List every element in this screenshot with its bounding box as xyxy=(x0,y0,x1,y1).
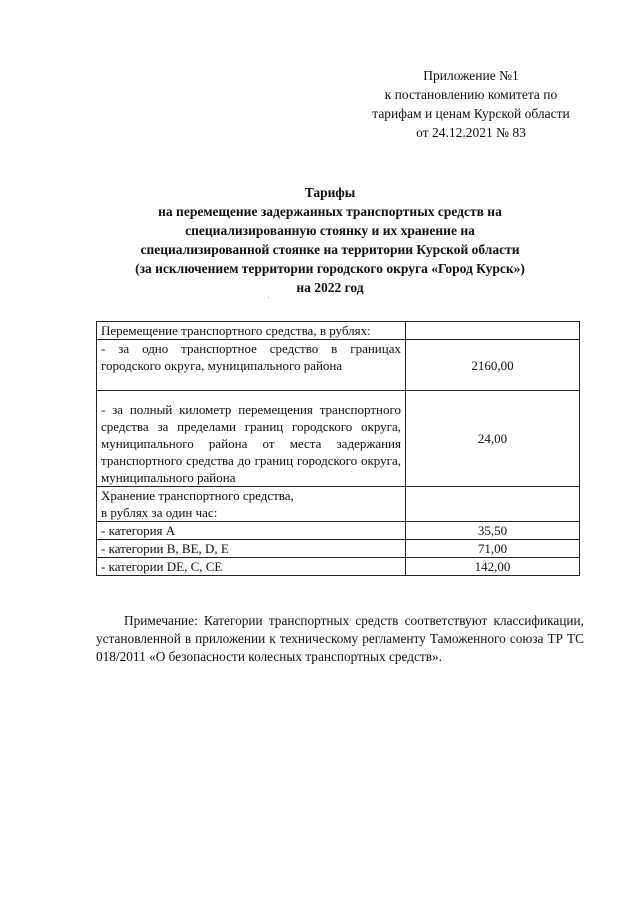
scan-speck xyxy=(268,297,269,298)
storage-label-b-be-d-e: - категории B, BE, D, E xyxy=(97,540,406,558)
title-line-2: на перемещение задержанных транспортных средств на xyxy=(158,204,502,219)
table-row xyxy=(97,540,580,558)
storage-header-line-2: в рублях за один час: xyxy=(101,505,218,520)
section-header-transport: Перемещение транспортного средства, в рублях: xyxy=(97,322,406,340)
table-row xyxy=(97,322,580,340)
storage-label-a: - категория A xyxy=(97,522,406,540)
title-line-4: специализированной стоянке на территории Курской области xyxy=(140,242,520,257)
empty-cell xyxy=(406,322,580,340)
row-desc-per-vehicle: - за одно транспортное средство в границах городского округа, муниципального района xyxy=(97,340,406,391)
title-line-3: специализированную стоянку и их хранение на xyxy=(185,223,475,238)
storage-value-a: 35,50 xyxy=(406,522,580,540)
section-header-storage xyxy=(97,487,406,522)
tariff-table xyxy=(96,321,580,576)
storage-header-line-1: Хранение транспортного средства, xyxy=(101,488,294,503)
table-row xyxy=(97,340,580,391)
appendix-number: Приложение №1 xyxy=(423,68,519,83)
table-row xyxy=(97,558,580,576)
row-value-per-km: 24,00 xyxy=(406,391,580,487)
appendix-line-2: к постановлению комитета по xyxy=(384,87,558,102)
title-line-1: Тарифы xyxy=(304,185,356,200)
title-line-5: (за исключением территории городского округа «Город Курск») xyxy=(135,261,525,276)
row-desc-per-km: - за полный километр перемещения транспортного средства за пределами границ городского округа, муниципального района от места задержания транспортного средства до границ городского округа, муниципального района xyxy=(97,391,406,487)
row-value-per-vehicle: 2160,00 xyxy=(406,340,580,391)
storage-label-de-c-ce: - категории DE, C, CE xyxy=(97,558,406,576)
title-line-6: на 2022 год xyxy=(296,280,364,295)
note-paragraph: Примечание: Категории транспортных средств соответствуют классификации, установленной в приложении к техническому регламенту Таможенного союза ТР ТС 018/2011 «О безопасности колесных транспортных средств». xyxy=(96,613,584,664)
table-row xyxy=(97,487,580,522)
table-row xyxy=(97,522,580,540)
storage-value-de-c-ce: 142,00 xyxy=(406,558,580,576)
storage-value-b-be-d-e: 71,00 xyxy=(406,540,580,558)
appendix-line-3: тарифам и ценам Курской области xyxy=(372,106,570,121)
empty-cell xyxy=(406,487,580,522)
appendix-date: от 24.12.2021 № 83 xyxy=(416,125,526,140)
appendix-header xyxy=(340,66,602,142)
document-title xyxy=(80,183,580,297)
table-row xyxy=(97,391,580,487)
